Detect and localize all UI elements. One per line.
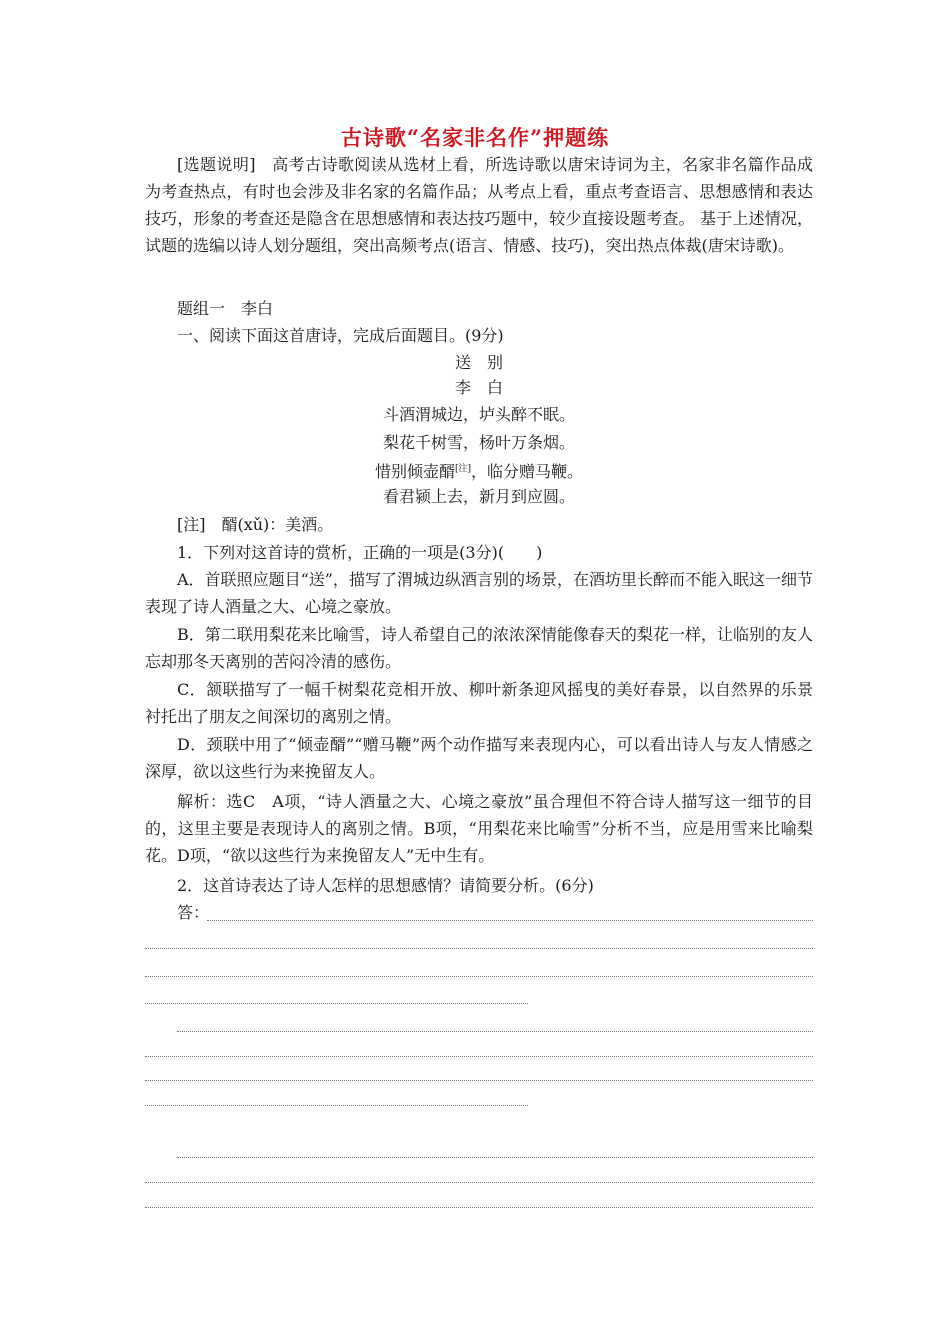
answer-line[interactable] (145, 976, 813, 977)
poem-title: 送 别 (454, 353, 503, 372)
group-heading: 题组一 李白 (177, 299, 274, 318)
question-1-stem: 1．下列对这首诗的赏析，正确的一项是(3分)( ) (177, 543, 543, 562)
answer-line[interactable] (177, 1157, 813, 1158)
poem-author: 李 白 (454, 378, 503, 397)
poem-line-2: 梨花千树雪，杨叶万条烟。 (382, 433, 575, 452)
poem-line-1: 斗酒渭城边，垆头醉不眠。 (382, 405, 575, 424)
poem-line-4: 看君颍上去，新月到应圆。 (382, 487, 575, 506)
answer-line[interactable] (145, 1182, 813, 1183)
poem-note: [注] 醑(xǔ)：美酒。 (177, 515, 334, 534)
section-heading: 一、阅读下面这首唐诗，完成后面题目。(9分) (177, 326, 504, 345)
answer-line[interactable] (207, 920, 813, 921)
option-c: C．颔联描写了一幅千树梨花竞相开放、柳叶新条迎风摇曳的美好春景，以自然界的乐景衬托出了朋友之间深切的离别之情。 (145, 680, 813, 726)
answer-line[interactable] (145, 1056, 813, 1057)
answer-line[interactable] (177, 1031, 813, 1032)
question-2-stem: 2．这首诗表达了诗人怎样的思想感情？请简要分析。(6分) (177, 876, 594, 895)
option-a: A．首联照应题目“送”，描写了渭城边纵酒言别的场景，在酒坊里长醉而不能入眠这一细节表现了诗人酒量之大、心境之豪放。 (145, 570, 813, 616)
page-title: 古诗歌“名家非名作”押题练 (340, 125, 610, 150)
answer-line[interactable] (145, 948, 813, 949)
answer-line[interactable] (145, 1080, 813, 1081)
poem-line-3-part-b: ，临分赠马鞭。 (471, 462, 584, 481)
answer-line[interactable] (145, 1105, 528, 1106)
intro-paragraph: [选题说明] 高考古诗歌阅读从选材上看，所选诗歌以唐宋诗词为主，名家非名篇作品成为考查热点，有时也会涉及非名家的名篇作品；从考点上看，重点考查语言、思想感情和表达技巧，形象的考查还是隐含在思想感情和表达技巧题中，较少直接设题考查。 基于上述情况，试题的选编以诗人划分题组，突出高频考点(语言、情感、技巧)，突出热点体裁(唐宋诗歌)。 (145, 155, 813, 255)
answer-line[interactable] (145, 1003, 528, 1004)
option-d: D．颈联中用了“倾壶醑”“赠马鞭”两个动作描写来表现内心，可以看出诗人与友人情感之深厚，欲以这些行为来挽留友人。 (145, 735, 813, 781)
answer-line[interactable] (145, 1207, 813, 1208)
poem-note-marker: [注] (454, 464, 472, 474)
poem-line-3 (145, 456, 813, 485)
answer-label: 答： (177, 903, 210, 922)
question-1-analysis: 解析：选C A项，“诗人酒量之大、心境之豪放”虽合理但不符合诗人描写这一细节的目的，这里主要是表现诗人的离别之情。B项，“用梨花来比喻雪”分析不当，应是用雪来比喻梨花。D项，“欲以这些行为来挽留友人”无中生有。 (145, 792, 813, 865)
poem-line-3-part-a: 惜别倾壶醑 (374, 462, 455, 481)
option-b: B．第二联用梨花来比喻雪，诗人希望自己的浓浓深情能像春天的梨花一样，让临别的友人忘却那冬天离别的苦闷冷清的感伤。 (145, 625, 813, 671)
